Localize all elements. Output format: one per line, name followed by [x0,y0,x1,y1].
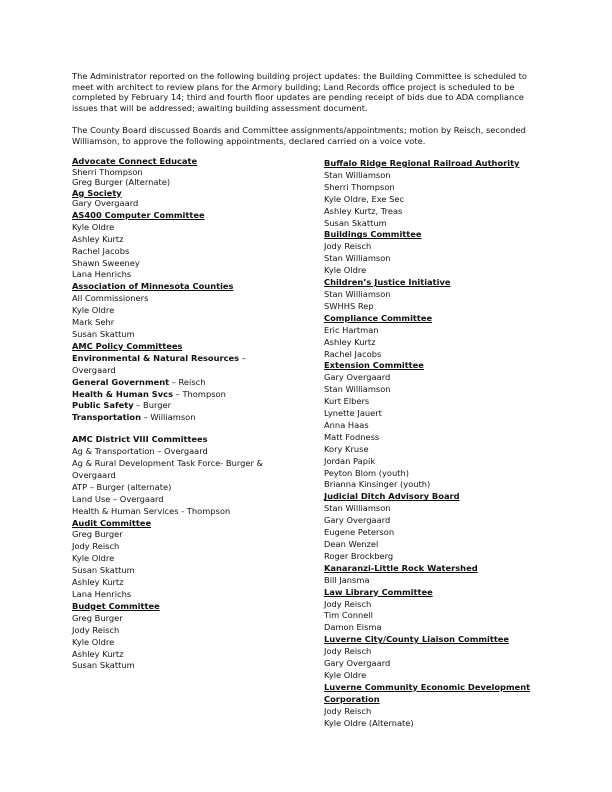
committee-member: Ashley Kurtz [72,648,124,659]
committee-member: Stan Williamson [324,384,391,395]
committee-member: Susan Skattum [72,660,135,671]
committee-title-amc-policy: AMC Policy Committees [72,340,183,351]
committee-member: Greg Burger [72,612,123,623]
committee-title-as400: AS400 Computer Committee [72,209,205,220]
committee-member: Greg Burger (Alternate) [72,177,171,187]
committee-member: Gary Overgaard [72,198,139,208]
committee-member: Kyle Oldre [72,553,115,564]
committee-title-amc-district: AMC District VIII Committees [72,434,208,445]
district-item: Ag & Rural Development Task Force- Burger & [72,458,263,469]
committee-title-amc: Association of Minnesota Counties [72,281,234,292]
committee-title-railroad: Buffalo Ridge Regional Railroad Authority [324,158,520,168]
policy-value: – Williamson [141,412,196,423]
policy-value: – Reisch [169,376,206,387]
policy-value: – Thompson [173,388,226,399]
committee-member: Sherri Thompson [72,166,143,177]
committee-member: Lana Henrichs [72,269,132,280]
policy-item-environmental [72,353,292,365]
committee-member: Peyton Blom (youth) [324,467,409,478]
committee-member: Rachel Jacobs [324,348,382,359]
committee-member: Mark Sehr [72,317,115,328]
committee-member: Kyle Oldre [72,305,115,316]
committee-member: Susan Skattum [72,328,135,339]
appointments-motion-paragraph: The County Board discussed Boards and Committee assignments/appointments; motion by Reisch, seconded Williamson, to approve the following appointments, declared carried on a voice vote. [72,125,526,146]
committee-member: Jody Reisch [324,646,372,657]
right-committee-column [324,158,546,730]
committee-member: Jody Reisch [324,241,372,252]
committee-title-compliance: Compliance Committee [324,312,433,323]
committee-member: Damon Eisma [324,622,382,633]
policy-item-health-human [72,389,292,401]
district-item: Land Use – Overgaard [72,493,164,504]
committee-member: Eric Hartman [324,324,379,335]
committee-member: Matt Fodness [324,431,380,442]
committee-title-judicial-ditch: Judicial Ditch Advisory Board [324,491,460,502]
committee-member: Jody Reisch [324,598,372,609]
committee-member: Greg Burger [72,529,123,540]
policy-value: Overgaard [72,364,116,375]
committee-member: Jody Reisch [72,541,120,552]
committee-title-childrens-justice: Children’s Justice Initiative [324,277,451,288]
committee-member: Kyle Oldre, Exe Sec [324,193,405,204]
committee-member: Sherri Thompson [324,181,395,192]
committee-member: Bill Jansma [324,574,370,585]
committee-member: Kyle Oldre [72,636,115,647]
committee-member: Stan Williamson [324,503,391,514]
committee-member: Kyle Oldre [72,221,115,232]
committee-member: Susan Skattum [72,565,135,576]
district-item: Health & Human Services - Thompson [72,505,231,516]
committee-member: Gary Overgaard [324,372,391,383]
policy-separator: – [239,352,246,363]
district-item: Ag & Transportation – Overgaard [72,446,208,457]
policy-item-general-government [72,377,292,389]
policy-label: General Government [72,376,170,387]
committee-member: Gary Overgaard [324,658,391,669]
committee-member: Eugene Peterson [324,527,395,538]
committee-member: Lynette Jauert [324,408,382,419]
committee-title-advocate: Advocate Connect Educate [72,156,198,166]
committee-title-luverne-econ-dev-cont: Corporation [324,693,380,704]
committee-member: Kyle Oldre (Alternate) [324,717,414,728]
committee-title-extension: Extension Committee [324,360,424,371]
committee-member: Ashley Kurtz, Treas [324,205,403,216]
committee-member: Jody Reisch [324,705,372,716]
section-gap [72,424,292,434]
committee-member: Jody Reisch [72,624,120,635]
committee-member: Jordan Papik [324,455,376,466]
committee-member: Kyle Oldre [324,669,367,680]
committee-title-ag-society: Ag Society [72,187,122,198]
committee-title-kanaranzi: Kanaranzi-Little Rock Watershed [324,562,478,573]
policy-label: Health & Human Svcs [72,388,174,399]
committee-title-luverne-econ-dev: Luverne Community Economic Development [324,681,531,692]
committee-title-law-library: Law Library Committee [324,586,433,597]
policy-item-transportation [72,412,292,424]
committee-member: Stan Williamson [324,288,391,299]
committee-member: Brianna Kinsinger (youth) [324,479,431,490]
committee-member: Anna Haas [324,419,369,430]
policy-item-public-safety [72,400,292,412]
committee-title-buildings: Buildings Committee [324,229,422,240]
committee-member: Ashley Kurtz [72,577,124,588]
committee-member: Ashley Kurtz [324,336,376,347]
committee-member: Rachel Jacobs [72,245,130,256]
policy-label: Environmental & Natural Resources [72,352,240,363]
committee-member: Lana Henrichs [72,589,132,599]
district-item: Overgaard [72,469,116,480]
committee-member: SWHHS Rep [324,300,374,311]
committee-member: Stan Williamson [324,169,391,180]
building-updates-paragraph: The Administrator reported on the following building project updates: the Building Committee is scheduled to meet with architect to review plans for the Armory building; Land Records office project is scheduled to be completed by February 14; third and fourth floor updates are pending receipt of bids due to ADA compliance issues that will be addressed; awaiting building assessment document. [72,71,527,113]
committee-member: Susan Skattum [324,217,387,228]
committee-member: Gary Overgaard [324,515,391,526]
committee-member: Stan Williamson [324,253,391,264]
committee-member: Shawn Sweeney [72,257,140,268]
policy-label: Public Safety [72,400,134,411]
district-item: ATP – Burger (alternate) [72,481,172,492]
committee-title-budget: Budget Committee [72,600,160,611]
committee-member: All Commissioners [72,293,149,304]
left-committee-column [72,156,292,672]
committee-member: Kory Kruse [324,443,369,454]
committee-member: Ashley Kurtz [72,233,124,244]
committee-member: Roger Brockberg [324,550,394,561]
committee-title-luverne-liaison: Luverne City/County Liaison Committee [324,634,510,645]
committee-member: Tim Connell [324,610,373,621]
policy-label: Transportation [72,412,141,423]
committee-member: Kurt Elbers [324,396,370,407]
committee-member: Kyle Oldre [324,265,367,276]
committee-title-audit: Audit Committee [72,517,152,528]
committee-member: Dean Wenzel [324,539,379,549]
policy-value: – Burger [133,400,172,411]
